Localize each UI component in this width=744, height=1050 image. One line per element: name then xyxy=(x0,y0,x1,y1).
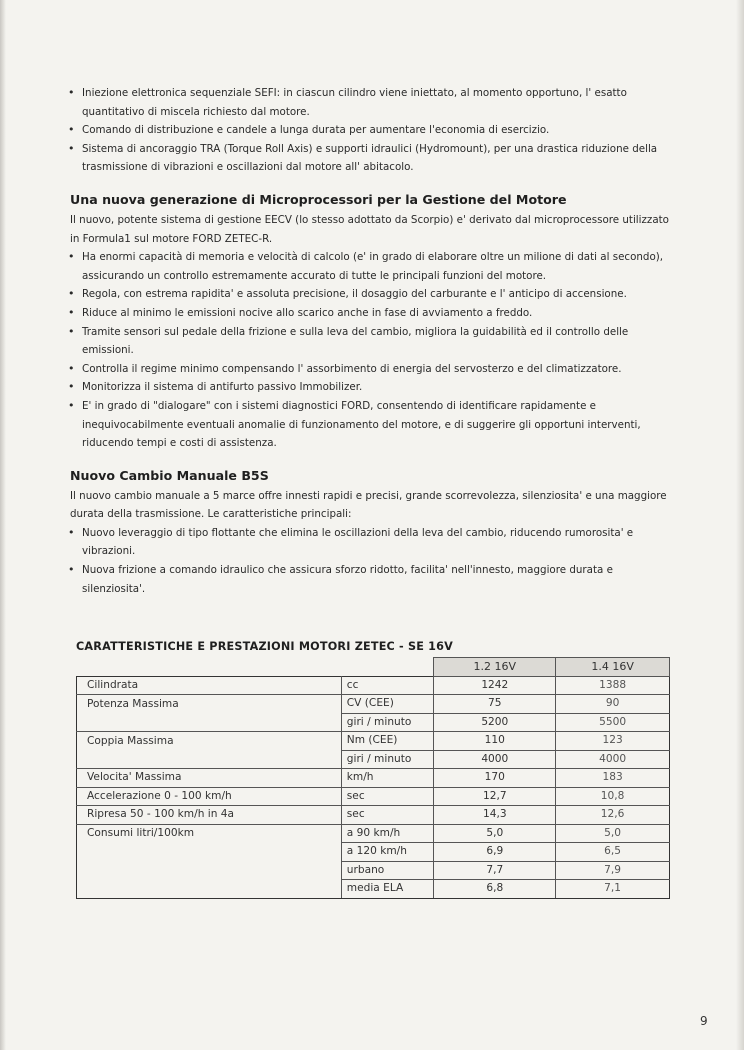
list-item: • Tramite sensori sul pedale della frizione e sulla leva del cambio, migliora la guidabilità ed il controllo delle emissioni. xyxy=(66,323,676,360)
row-label: Accelerazione 0 - 100 km/h xyxy=(77,787,342,806)
document-body xyxy=(66,84,676,598)
value-1-2-16v: 5,0 xyxy=(434,824,556,843)
table-row xyxy=(77,713,670,732)
row-label: Ripresa 50 - 100 km/h in 4a xyxy=(77,806,342,825)
value-1-4-16v: 183 xyxy=(556,769,670,788)
page-edge-shadow-left xyxy=(0,0,6,1050)
row-unit: CV (CEE) xyxy=(341,695,434,714)
row-label xyxy=(77,750,342,769)
list-item: • Comando di distribuzione e candele a lunga durata per aumentare l'economia di esercizio. xyxy=(66,121,676,140)
row-unit: km/h xyxy=(341,769,434,788)
row-unit: media ELA xyxy=(341,880,434,899)
value-1-2-16v: 5200 xyxy=(434,713,556,732)
value-1-2-16v: 75 xyxy=(434,695,556,714)
list-item: • Nuovo leveraggio di tipo flottante che elimina le oscillazioni della leva del cambio, riducendo rumorosita' e vibrazioni. xyxy=(66,524,676,561)
value-1-4-16v: 5500 xyxy=(556,713,670,732)
list-item: • Monitorizza il sistema di antifurto passivo Immobilizer. xyxy=(66,378,676,397)
value-1-2-16v: 110 xyxy=(434,732,556,751)
list-item: • Sistema di ancoraggio TRA (Torque Roll Axis) e supporti idraulici (Hydromount), per una drastica riduzione della trasmissione di vibrazioni e oscillazioni dal motore all' abitacolo. xyxy=(66,140,676,177)
page-edge-shadow-right xyxy=(736,0,744,1050)
row-label xyxy=(77,843,342,862)
value-1-4-16v: 6,5 xyxy=(556,843,670,862)
row-label: Consumi litri/100km xyxy=(77,824,342,843)
section-heading-microprocessor: Una nuova generazione di Microprocessori per la Gestione del Motore xyxy=(70,191,567,207)
table-row xyxy=(77,880,670,899)
value-1-4-16v: 4000 xyxy=(556,750,670,769)
value-1-4-16v: 1388 xyxy=(556,676,670,695)
list-item: • Riduce al minimo le emissioni nocive allo scarico anche in fase di avviamento a freddo. xyxy=(66,304,676,323)
engine-features-list xyxy=(66,84,676,177)
list-item: • Iniezione elettronica sequenziale SEFI: in ciascun cilindro viene iniettato, al momento opportuno, l' esatto quantitativo di miscela richiesto dal motore. xyxy=(66,84,676,121)
value-1-2-16v: 6,9 xyxy=(434,843,556,862)
list-item: • E' in grado di "dialogare" con i sistemi diagnostici FORD, consentendo di identificare rapidamente e inequivocabilmente eventuali anomalie di funzionamento del motore, e di suggerire gli opportuni interventi, riducendo tempi e costi di assistenza. xyxy=(66,397,676,453)
table-row xyxy=(77,843,670,862)
specs-table xyxy=(76,657,670,899)
row-label xyxy=(77,713,342,732)
table-row xyxy=(77,806,670,825)
value-1-2-16v: 1242 xyxy=(434,676,556,695)
table-row xyxy=(77,861,670,880)
table-row xyxy=(77,769,670,788)
value-1-2-16v: 6,8 xyxy=(434,880,556,899)
table-row xyxy=(77,732,670,751)
value-1-4-16v: 123 xyxy=(556,732,670,751)
value-1-2-16v: 14,3 xyxy=(434,806,556,825)
section-intro-microprocessor: Il nuovo, potente sistema di gestione EECV (lo stesso adottato da Scorpio) e' derivato dal microprocessore utilizzato in Formula1 sul motore FORD ZETEC-R. xyxy=(70,213,669,245)
row-unit: cc xyxy=(341,676,434,695)
table-title: CARATTERISTICHE E PRESTAZIONI MOTORI ZETEC - SE 16V xyxy=(76,640,453,653)
list-item: • Nuova frizione a comando idraulico che assicura sforzo ridotto, facilita' nell'innesto, maggiore durata e silenziosita'. xyxy=(66,561,676,598)
value-1-4-16v: 7,1 xyxy=(556,880,670,899)
table-row xyxy=(77,676,670,695)
row-label xyxy=(77,880,342,899)
row-unit: a 120 km/h xyxy=(341,843,434,862)
header-blank-cell xyxy=(77,658,342,677)
header-blank-cell xyxy=(341,658,434,677)
value-1-2-16v: 170 xyxy=(434,769,556,788)
list-item: • Regola, con estrema rapidita' e assoluta precisione, il dosaggio del carburante e l' anticipo di accensione. xyxy=(66,285,676,304)
gearbox-features-list xyxy=(66,524,676,598)
list-item: • Controlla il regime minimo compensando l' assorbimento di energia del servosterzo e del climatizzatore. xyxy=(66,360,676,379)
value-1-2-16v: 7,7 xyxy=(434,861,556,880)
row-label: Potenza Massima xyxy=(77,695,342,714)
row-unit: sec xyxy=(341,806,434,825)
value-1-4-16v: 7,9 xyxy=(556,861,670,880)
value-1-2-16v: 4000 xyxy=(434,750,556,769)
row-unit: Nm (CEE) xyxy=(341,732,434,751)
specs-table-block xyxy=(76,640,670,899)
section-heading-gearbox: Nuovo Cambio Manuale B5S xyxy=(70,467,269,483)
table-header-row xyxy=(77,658,670,677)
value-1-4-16v: 12,6 xyxy=(556,806,670,825)
row-unit: giri / minuto xyxy=(341,713,434,732)
row-label xyxy=(77,861,342,880)
page-number: 9 xyxy=(700,1014,708,1028)
row-unit: urbano xyxy=(341,861,434,880)
value-1-4-16v: 5,0 xyxy=(556,824,670,843)
list-item: • Ha enormi capacità di memoria e velocità di calcolo (e' in grado di elaborare oltre un milione di dati al secondo), assicurando un controllo estremamente accurato di tutte le principali funzioni del motore. xyxy=(66,248,676,285)
row-unit: a 90 km/h xyxy=(341,824,434,843)
row-unit: giri / minuto xyxy=(341,750,434,769)
table-row xyxy=(77,750,670,769)
row-unit: sec xyxy=(341,787,434,806)
row-label: Velocita' Massima xyxy=(77,769,342,788)
value-1-4-16v: 90 xyxy=(556,695,670,714)
microprocessor-features-list xyxy=(66,248,676,453)
table-row xyxy=(77,787,670,806)
row-label: Coppia Massima xyxy=(77,732,342,751)
column-header-1-4-16v: 1.4 16V xyxy=(556,658,670,677)
value-1-4-16v: 10,8 xyxy=(556,787,670,806)
column-header-1-2-16v: 1.2 16V xyxy=(434,658,556,677)
table-row xyxy=(77,695,670,714)
value-1-2-16v: 12,7 xyxy=(434,787,556,806)
row-label: Cilindrata xyxy=(77,676,342,695)
section-intro-gearbox: Il nuovo cambio manuale a 5 marce offre innesti rapidi e precisi, grande scorrevolezza, silenziosita' e una maggiore durata della trasmissione. Le caratteristiche principali: xyxy=(70,489,667,521)
table-row xyxy=(77,824,670,843)
